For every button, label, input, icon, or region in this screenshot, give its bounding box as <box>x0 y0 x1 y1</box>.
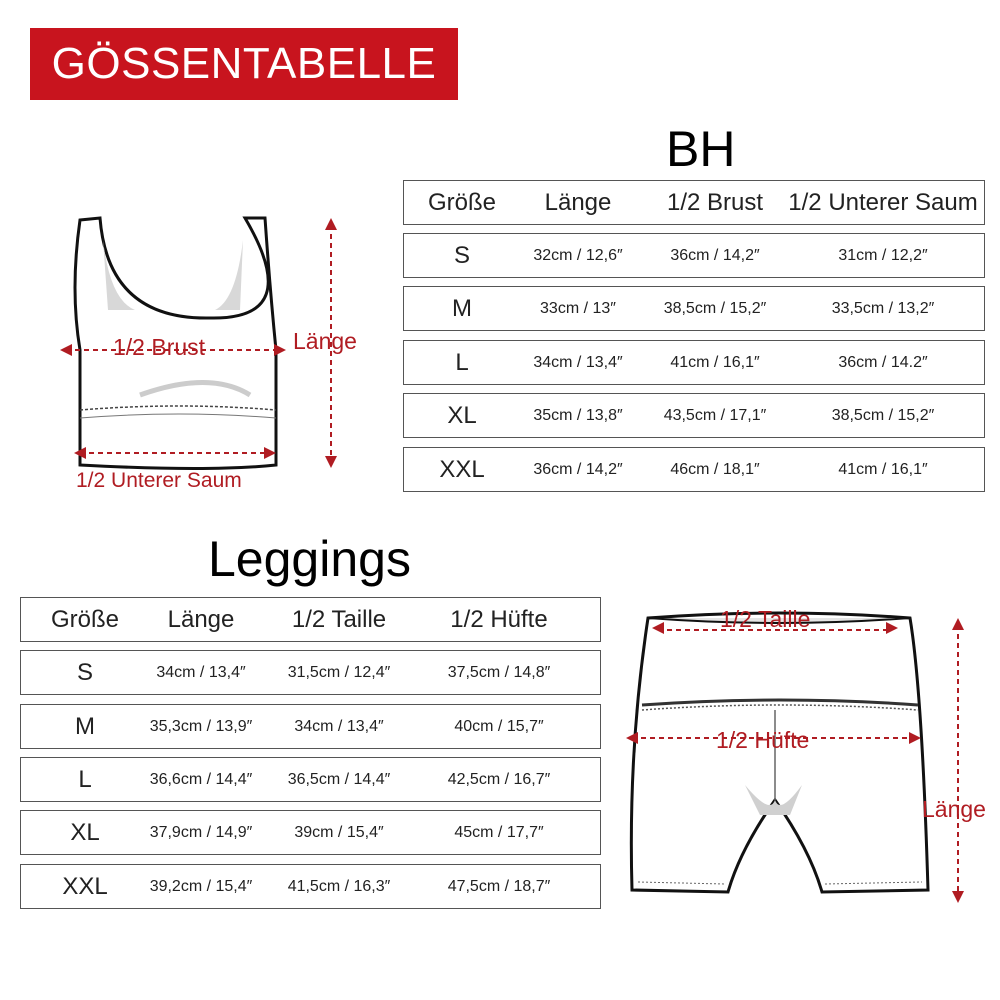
leggings-value-cell: 42,5cm / 16,7″ <box>447 770 551 788</box>
bh-value-cell: 43,5cm / 17,1″ <box>663 406 767 424</box>
bh-value-cell: 34cm / 13,4″ <box>533 353 623 371</box>
bh-value-cell: 41cm / 16,1″ <box>670 353 760 371</box>
leggings-table-row <box>20 757 601 802</box>
leggings-header-cell: Größe <box>50 605 119 633</box>
bra-chest-label: 1/2 Brust <box>113 334 206 360</box>
bh-value-cell: 31cm / 12,2″ <box>838 246 928 264</box>
leggings-table-row <box>20 810 601 855</box>
leggings-header-cell: 1/2 Hüfte <box>450 605 548 633</box>
leggings-header-cell: Länge <box>167 605 235 633</box>
bh-size-cell: S <box>453 241 470 269</box>
leggings-header-cell: 1/2 Taille <box>291 605 387 633</box>
leggings-size-cell: S <box>76 658 93 686</box>
leggings-value-cell: 31,5cm / 12,4″ <box>287 663 391 681</box>
bh-header-cell: Größe <box>427 188 496 216</box>
bh-value-cell: 38,5cm / 15,2″ <box>831 406 935 424</box>
bh-value-cell: 32cm / 12,6″ <box>533 246 623 264</box>
bh-table-row <box>403 447 985 492</box>
leggings-value-cell: 37,5cm / 14,8″ <box>447 663 551 681</box>
leggings-value-cell: 35,3cm / 13,9″ <box>149 717 253 735</box>
leggings-table-row <box>20 704 601 749</box>
bh-value-cell: 46cm / 18,1″ <box>670 460 760 478</box>
bh-table-row <box>403 286 985 331</box>
leggings-waist-label: 1/2 Taille <box>720 606 811 632</box>
bh-value-cell: 33,5cm / 13,2″ <box>831 299 935 317</box>
leggings-value-cell: 36,6cm / 14,4″ <box>149 770 253 788</box>
leggings-value-cell: 36,5cm / 14,4″ <box>287 770 391 788</box>
page-banner: GÖSSENTABELLE <box>30 28 458 100</box>
leggings-value-cell: 45cm / 17,7″ <box>454 823 544 841</box>
bh-size-cell: M <box>452 294 472 322</box>
leggings-value-cell: 37,9cm / 14,9″ <box>149 823 253 841</box>
bra-length-label: Länge <box>293 328 357 354</box>
leggings-value-cell: 34cm / 13,4″ <box>156 663 246 681</box>
leggings-table-row <box>20 864 601 909</box>
bh-header-row <box>403 180 985 225</box>
leggings-size-cell: M <box>75 712 95 740</box>
bh-size-cell: XXL <box>439 455 485 483</box>
leggings-size-cell: XL <box>70 818 100 846</box>
leggings-size-table <box>20 597 601 912</box>
leggings-size-cell: XXL <box>62 872 108 900</box>
leggings-value-cell: 39,2cm / 15,4″ <box>149 877 253 895</box>
bh-value-cell: 36cm / 14,2″ <box>533 460 623 478</box>
bh-value-cell: 36cm / 14,2″ <box>670 246 760 264</box>
leggings-value-cell: 34cm / 13,4″ <box>294 717 384 735</box>
bh-value-cell: 33cm / 13″ <box>540 299 616 317</box>
leggings-hip-label: 1/2 Hüfte <box>716 727 810 753</box>
leggings-size-cell: L <box>78 765 92 793</box>
bh-table-row <box>403 340 985 385</box>
bh-table-row <box>403 393 985 438</box>
bh-title: BH <box>666 121 736 177</box>
leggings-value-cell: 47,5cm / 18,7″ <box>447 877 551 895</box>
bra-hem-label: 1/2 Unterer Saum <box>76 469 242 492</box>
leggings-illustration <box>610 600 1000 920</box>
leggings-value-cell: 41,5cm / 16,3″ <box>287 877 391 895</box>
bh-size-cell: XL <box>447 401 477 429</box>
bh-size-table <box>403 180 985 495</box>
bh-header-cell: 1/2 Brust <box>666 188 764 216</box>
leggings-value-cell: 39cm / 15,4″ <box>294 823 384 841</box>
leggings-table-row <box>20 650 601 695</box>
leggings-length-label: Länge <box>922 796 986 822</box>
bh-value-cell: 35cm / 13,8″ <box>533 406 623 424</box>
bh-value-cell: 41cm / 16,1″ <box>838 460 928 478</box>
bh-header-cell: 1/2 Unterer Saum <box>788 188 978 216</box>
bh-value-cell: 36cm / 14.2″ <box>838 353 928 371</box>
leggings-title: Leggings <box>208 531 411 587</box>
bh-value-cell: 38,5cm / 15,2″ <box>663 299 767 317</box>
bh-size-cell: L <box>455 348 469 376</box>
leggings-value-cell: 40cm / 15,7″ <box>454 717 544 735</box>
bh-table-row <box>403 233 985 278</box>
leggings-header-row <box>20 597 601 642</box>
bh-header-cell: Länge <box>544 188 612 216</box>
